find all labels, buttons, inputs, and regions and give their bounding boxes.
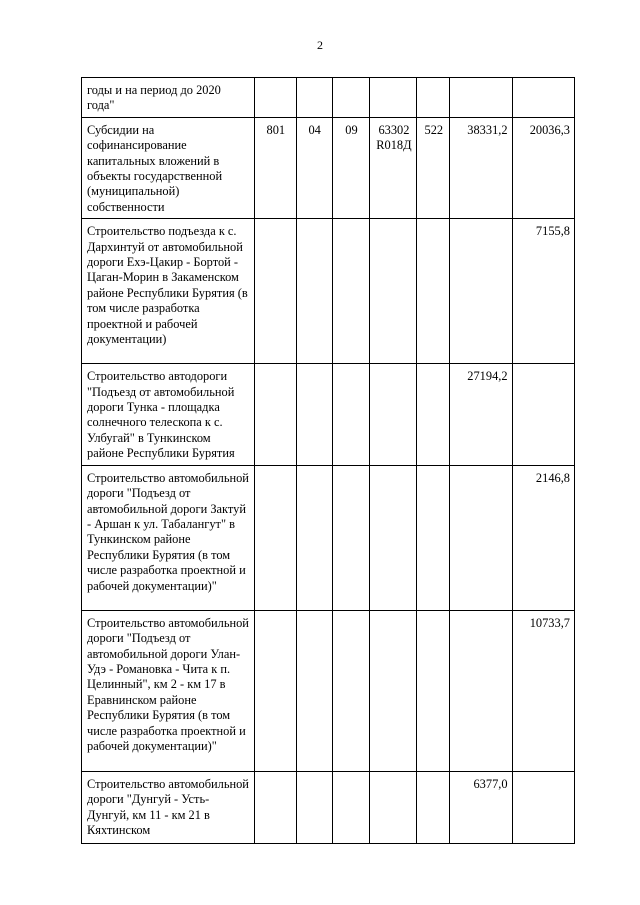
table-row bbox=[82, 610, 575, 771]
row-name-cell: Строительство автомобильной дороги "Дунгуй - Усть-Дунгуй, км 11 - км 21 в Кяхтинском bbox=[82, 771, 255, 843]
amount-2-cell: 7155,8 bbox=[512, 219, 574, 364]
subsection-code-cell bbox=[332, 465, 370, 610]
subsection-code-cell bbox=[332, 610, 370, 771]
subsection-code-cell bbox=[332, 364, 370, 465]
amount-2-cell bbox=[512, 771, 574, 843]
section-code-cell bbox=[296, 465, 332, 610]
table-row bbox=[82, 78, 575, 118]
target-article-cell bbox=[370, 219, 417, 364]
ministry-code-cell bbox=[254, 364, 296, 465]
target-article-cell bbox=[370, 364, 417, 465]
section-code-cell bbox=[296, 771, 332, 843]
expense-type-cell: 522 bbox=[417, 117, 450, 218]
ministry-code-cell bbox=[254, 610, 296, 771]
amount-2-cell bbox=[512, 78, 574, 118]
row-name-cell: Субсидии на софинансирование капитальных вложений в объекты государственной (муниципальной) собственности bbox=[82, 117, 255, 218]
amount-2-cell: 20036,3 bbox=[512, 117, 574, 218]
row-name-cell: Строительство автомобильной дороги "Подъезд от автомобильной дороги Улан-Удэ - Романовка - Чита к п. Целинный", км 2 - км 17 в Еравнинском районе Республики Бурятия (в том числе разработка проектной и рабочей документации)" bbox=[82, 610, 255, 771]
table-row bbox=[82, 117, 575, 218]
expense-type-cell bbox=[417, 219, 450, 364]
ministry-code-cell bbox=[254, 78, 296, 118]
row-name-cell: Строительство автодороги "Подъезд от автомобильной дороги Тунка - площадка солнечного телескопа к с. Улбугай" в Тункинском районе Республики Бурятия bbox=[82, 364, 255, 465]
table-row bbox=[82, 771, 575, 843]
section-code-cell bbox=[296, 610, 332, 771]
row-name-cell: Строительство подъезда к с. Дархинтуй от автомобильной дороги Ехэ-Цакир - Бортой - Цаган-Морин в Закаменском районе Республики Бурятия (в том числе разработка проектной и рабочей документации) bbox=[82, 219, 255, 364]
expense-type-cell bbox=[417, 465, 450, 610]
subsection-code-cell bbox=[332, 219, 370, 364]
section-code-cell bbox=[296, 78, 332, 118]
row-name-cell: годы и на период до 2020 года" bbox=[82, 78, 255, 118]
target-article-cell bbox=[370, 610, 417, 771]
target-article-cell bbox=[370, 771, 417, 843]
amount-1-cell: 38331,2 bbox=[450, 117, 512, 218]
ministry-code-cell: 801 bbox=[254, 117, 296, 218]
amount-1-cell: 27194,2 bbox=[450, 364, 512, 465]
expense-type-cell bbox=[417, 771, 450, 843]
amount-2-cell: 10733,7 bbox=[512, 610, 574, 771]
table-row bbox=[82, 219, 575, 364]
table-row bbox=[82, 364, 575, 465]
subsection-code-cell bbox=[332, 771, 370, 843]
subsection-code-cell: 09 bbox=[332, 117, 370, 218]
amount-1-cell bbox=[450, 219, 512, 364]
target-article-cell bbox=[370, 465, 417, 610]
budget-table bbox=[81, 77, 575, 844]
target-article-cell: 63302R018Д bbox=[370, 117, 417, 218]
section-code-cell bbox=[296, 219, 332, 364]
table-row bbox=[82, 465, 575, 610]
target-article-cell bbox=[370, 78, 417, 118]
amount-1-cell bbox=[450, 610, 512, 771]
amount-1-cell: 6377,0 bbox=[450, 771, 512, 843]
amount-1-cell bbox=[450, 465, 512, 610]
ministry-code-cell bbox=[254, 219, 296, 364]
section-code-cell: 04 bbox=[296, 117, 332, 218]
expense-type-cell bbox=[417, 364, 450, 465]
ministry-code-cell bbox=[254, 771, 296, 843]
expense-type-cell bbox=[417, 78, 450, 118]
row-name-cell: Строительство автомобильной дороги "Подъезд от автомобильной дороги Зактуй - Аршан к ул. Табалангут" в Тункинском районе Республики Бурятия (в том числе разработка проектной и рабочей документации)" bbox=[82, 465, 255, 610]
ministry-code-cell bbox=[254, 465, 296, 610]
amount-2-cell bbox=[512, 364, 574, 465]
amount-2-cell: 2146,8 bbox=[512, 465, 574, 610]
page-number: 2 bbox=[317, 38, 323, 52]
expense-type-cell bbox=[417, 610, 450, 771]
section-code-cell bbox=[296, 364, 332, 465]
subsection-code-cell bbox=[332, 78, 370, 118]
amount-1-cell bbox=[450, 78, 512, 118]
